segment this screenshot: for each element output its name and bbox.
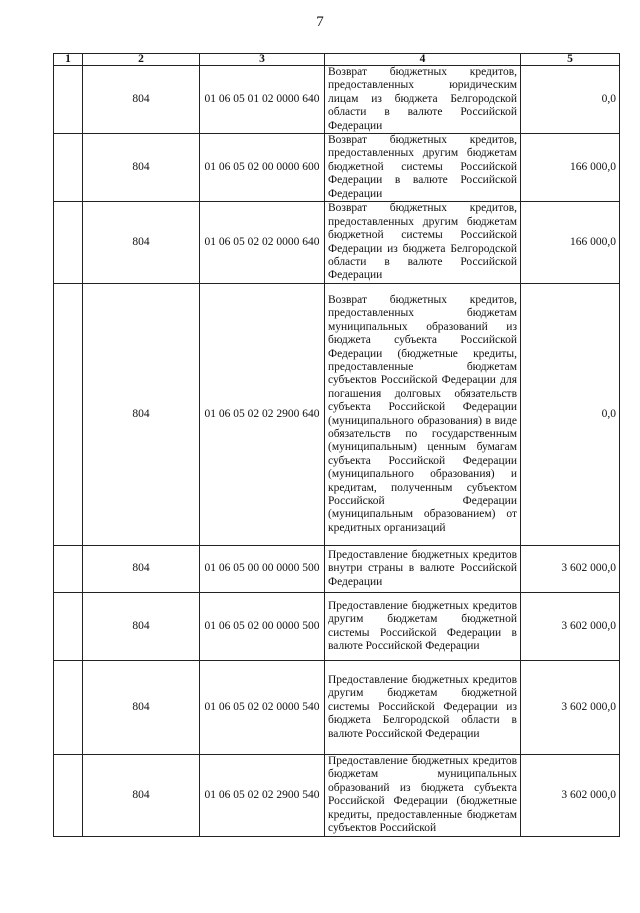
cell-amount: 3 602 000,0 <box>521 661 620 755</box>
budget-table <box>53 53 620 837</box>
cell-col2: 804 <box>83 66 200 134</box>
cell-description: Предоставление бюджетных кредитов внутри страны в валюте Российской Федерации <box>325 546 521 593</box>
column-header-2: 2 <box>83 54 200 66</box>
cell-col1 <box>54 546 83 593</box>
cell-col1 <box>54 134 83 202</box>
cell-code: 01 06 05 02 00 0000 600 <box>200 134 325 202</box>
cell-col2: 804 <box>83 284 200 546</box>
cell-amount: 3 602 000,0 <box>521 755 620 836</box>
column-header-3: 3 <box>200 54 325 66</box>
cell-description: Возврат бюджетных кредитов, предоставленных бюджетам муниципальных образований из бюджета субъекта Российской Федерации (бюджетные кредиты, предоставленные бюджетам субъектов Российской Федерации для погашения долговых обязательств субъекта Российской Федерации (муниципального образования) в виде обязательств по государственным (муниципальным) ценным бумагам субъекта Российской Федерации (муниципального образования) и кредитам, полученным субъектом Российской Федерации (муниципальным образованием) от кредитных организаций <box>325 284 521 546</box>
cell-col2: 804 <box>83 202 200 284</box>
column-header-5: 5 <box>521 54 620 66</box>
table-row <box>54 66 620 134</box>
cell-amount: 166 000,0 <box>521 202 620 284</box>
cell-description: Предоставление бюджетных кредитов другим бюджетам бюджетной системы Российской Федерации из бюджета Белгородской области в валюте Российской Федерации <box>325 661 521 755</box>
cell-amount: 0,0 <box>521 66 620 134</box>
cell-amount: 0,0 <box>521 284 620 546</box>
cell-description: Возврат бюджетных кредитов, предоставленных другим бюджетам бюджетной системы Российской Федерации в валюте Российской Федерации <box>325 134 521 202</box>
page-number: 7 <box>316 14 324 30</box>
header-row <box>54 54 620 66</box>
cell-amount: 3 602 000,0 <box>521 593 620 661</box>
cell-col2: 804 <box>83 546 200 593</box>
cell-col2: 804 <box>83 661 200 755</box>
cell-amount: 166 000,0 <box>521 134 620 202</box>
cell-col1 <box>54 661 83 755</box>
column-header-1: 1 <box>54 54 83 66</box>
cell-code: 01 06 05 01 02 0000 640 <box>200 66 325 134</box>
cell-code: 01 06 05 02 02 2900 540 <box>200 755 325 836</box>
table-row <box>54 755 620 836</box>
cell-col1 <box>54 284 83 546</box>
cell-col1 <box>54 66 83 134</box>
cell-description: Возврат бюджетных кредитов, предоставленных юридическим лицам из бюджета Белгородской области в валюте Российской Федерации <box>325 66 521 134</box>
cell-amount: 3 602 000,0 <box>521 546 620 593</box>
cell-description: Предоставление бюджетных кредитов бюджетам муниципальных образований из бюджета субъекта Российской Федерации (бюджетные кредиты, предоставленные бюджетам субъектов Российской <box>325 755 521 836</box>
cell-code: 01 06 05 02 00 0000 500 <box>200 593 325 661</box>
table-row <box>54 202 620 284</box>
cell-description: Возврат бюджетных кредитов, предоставленных другим бюджетам бюджетной системы Российской Федерации из бюджета Белгородской области в валюте Российской Федерации <box>325 202 521 284</box>
column-header-4: 4 <box>325 54 521 66</box>
table-row <box>54 134 620 202</box>
cell-code: 01 06 05 02 02 2900 640 <box>200 284 325 546</box>
cell-col2: 804 <box>83 134 200 202</box>
cell-code: 01 06 05 02 02 0000 640 <box>200 202 325 284</box>
table-row <box>54 284 620 546</box>
cell-description: Предоставление бюджетных кредитов другим бюджетам бюджетной системы Российской Федерации в валюте Российской Федерации <box>325 593 521 661</box>
cell-col1 <box>54 202 83 284</box>
table-row <box>54 593 620 661</box>
cell-code: 01 06 05 02 02 0000 540 <box>200 661 325 755</box>
cell-col1 <box>54 593 83 661</box>
table-row <box>54 546 620 593</box>
cell-col1 <box>54 755 83 836</box>
table-row <box>54 661 620 755</box>
cell-code: 01 06 05 00 00 0000 500 <box>200 546 325 593</box>
cell-col2: 804 <box>83 593 200 661</box>
cell-col2: 804 <box>83 755 200 836</box>
